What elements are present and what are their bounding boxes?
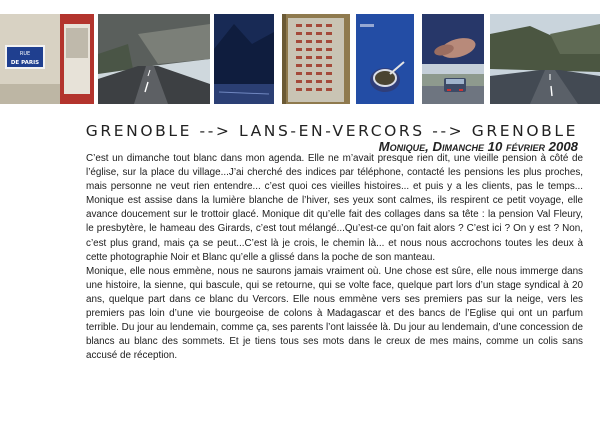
dark-mountain-photo (214, 14, 274, 104)
calculator-buttons-photo (282, 14, 350, 104)
paragraph-2: Monique, elle nous emmène, nous ne saurons jamais vraiment où. Une chose est sûre, elle nous immerge dans une histoire, la sienne, qui bascule, qui se retourne, qui se volte face, quelque part lors d’un stage syndical à 20 ans, quelque part dans ce blanc du Vercors. Elle nous emmène vers ses premiers pas sur la neige, vers les premiers pas loin d’une vie bourgeoise de colons à Madagascar et des bancs de l’Eglise qui ont un parfum terrible. Du jour au lendemain, comme ça, ses parents l’ont laissée là. Du jour au lendemain, d’une concession de blancs au blanc des sommets. Et je tiens tous ses mots dans le creux de mes mains, comme un colis sans accusé de réception. (86, 265, 583, 362)
page-subtitle: Monique, Dimanche 10 février 2008 (378, 139, 578, 154)
photo-strip (0, 14, 600, 104)
paragraph-1: C’est un dimanche tout blanc dans mon agenda. Elle ne m’avait presque rien dit, une vieille pension à côté de l’église, sur la place du village...J’ai cherché des indices par téléphone, contacté les pensions les plus proches, mais personne ne veut rien entendre... c’est quoi ces vieilles histoires... et puis y a les clients, pas le temps... Monique est assise dans la lumière blanche de l’hiver, ses yeux sont calmes, ils respirent ce petit voyage, elle avance doucement sur le trottoir glacé. Monique dit qu’elle fait des collages dans sa tête : la pension Val Fleury, le presbytère, le hameau des Girards, c’est tout mélangé...Qu’est-ce qu’on fait alors ? C’est ici ? On y est ? Non, c’est plus grand, mais ça se peut...C’est là je crois, le chemin là... et nous nous accrochons toutes les deux à cette photographie Noir et Blanc qu’elle a glissé dans la poche de son manteau. (86, 153, 583, 263)
coffee-cup-photo (356, 14, 414, 104)
street-sign-line1: RUE (19, 51, 31, 57)
car-on-road-photo (422, 64, 484, 104)
street-sign-line2: DE PARIS (10, 60, 40, 66)
story-text (86, 152, 583, 363)
page-title: GRENOBLE --> LANS-EN-VERCORS --> GRENOBLE (85, 122, 578, 140)
street-sign-photo (0, 14, 94, 104)
road-cliff-photo (98, 14, 210, 104)
winding-road-photo (490, 14, 600, 104)
